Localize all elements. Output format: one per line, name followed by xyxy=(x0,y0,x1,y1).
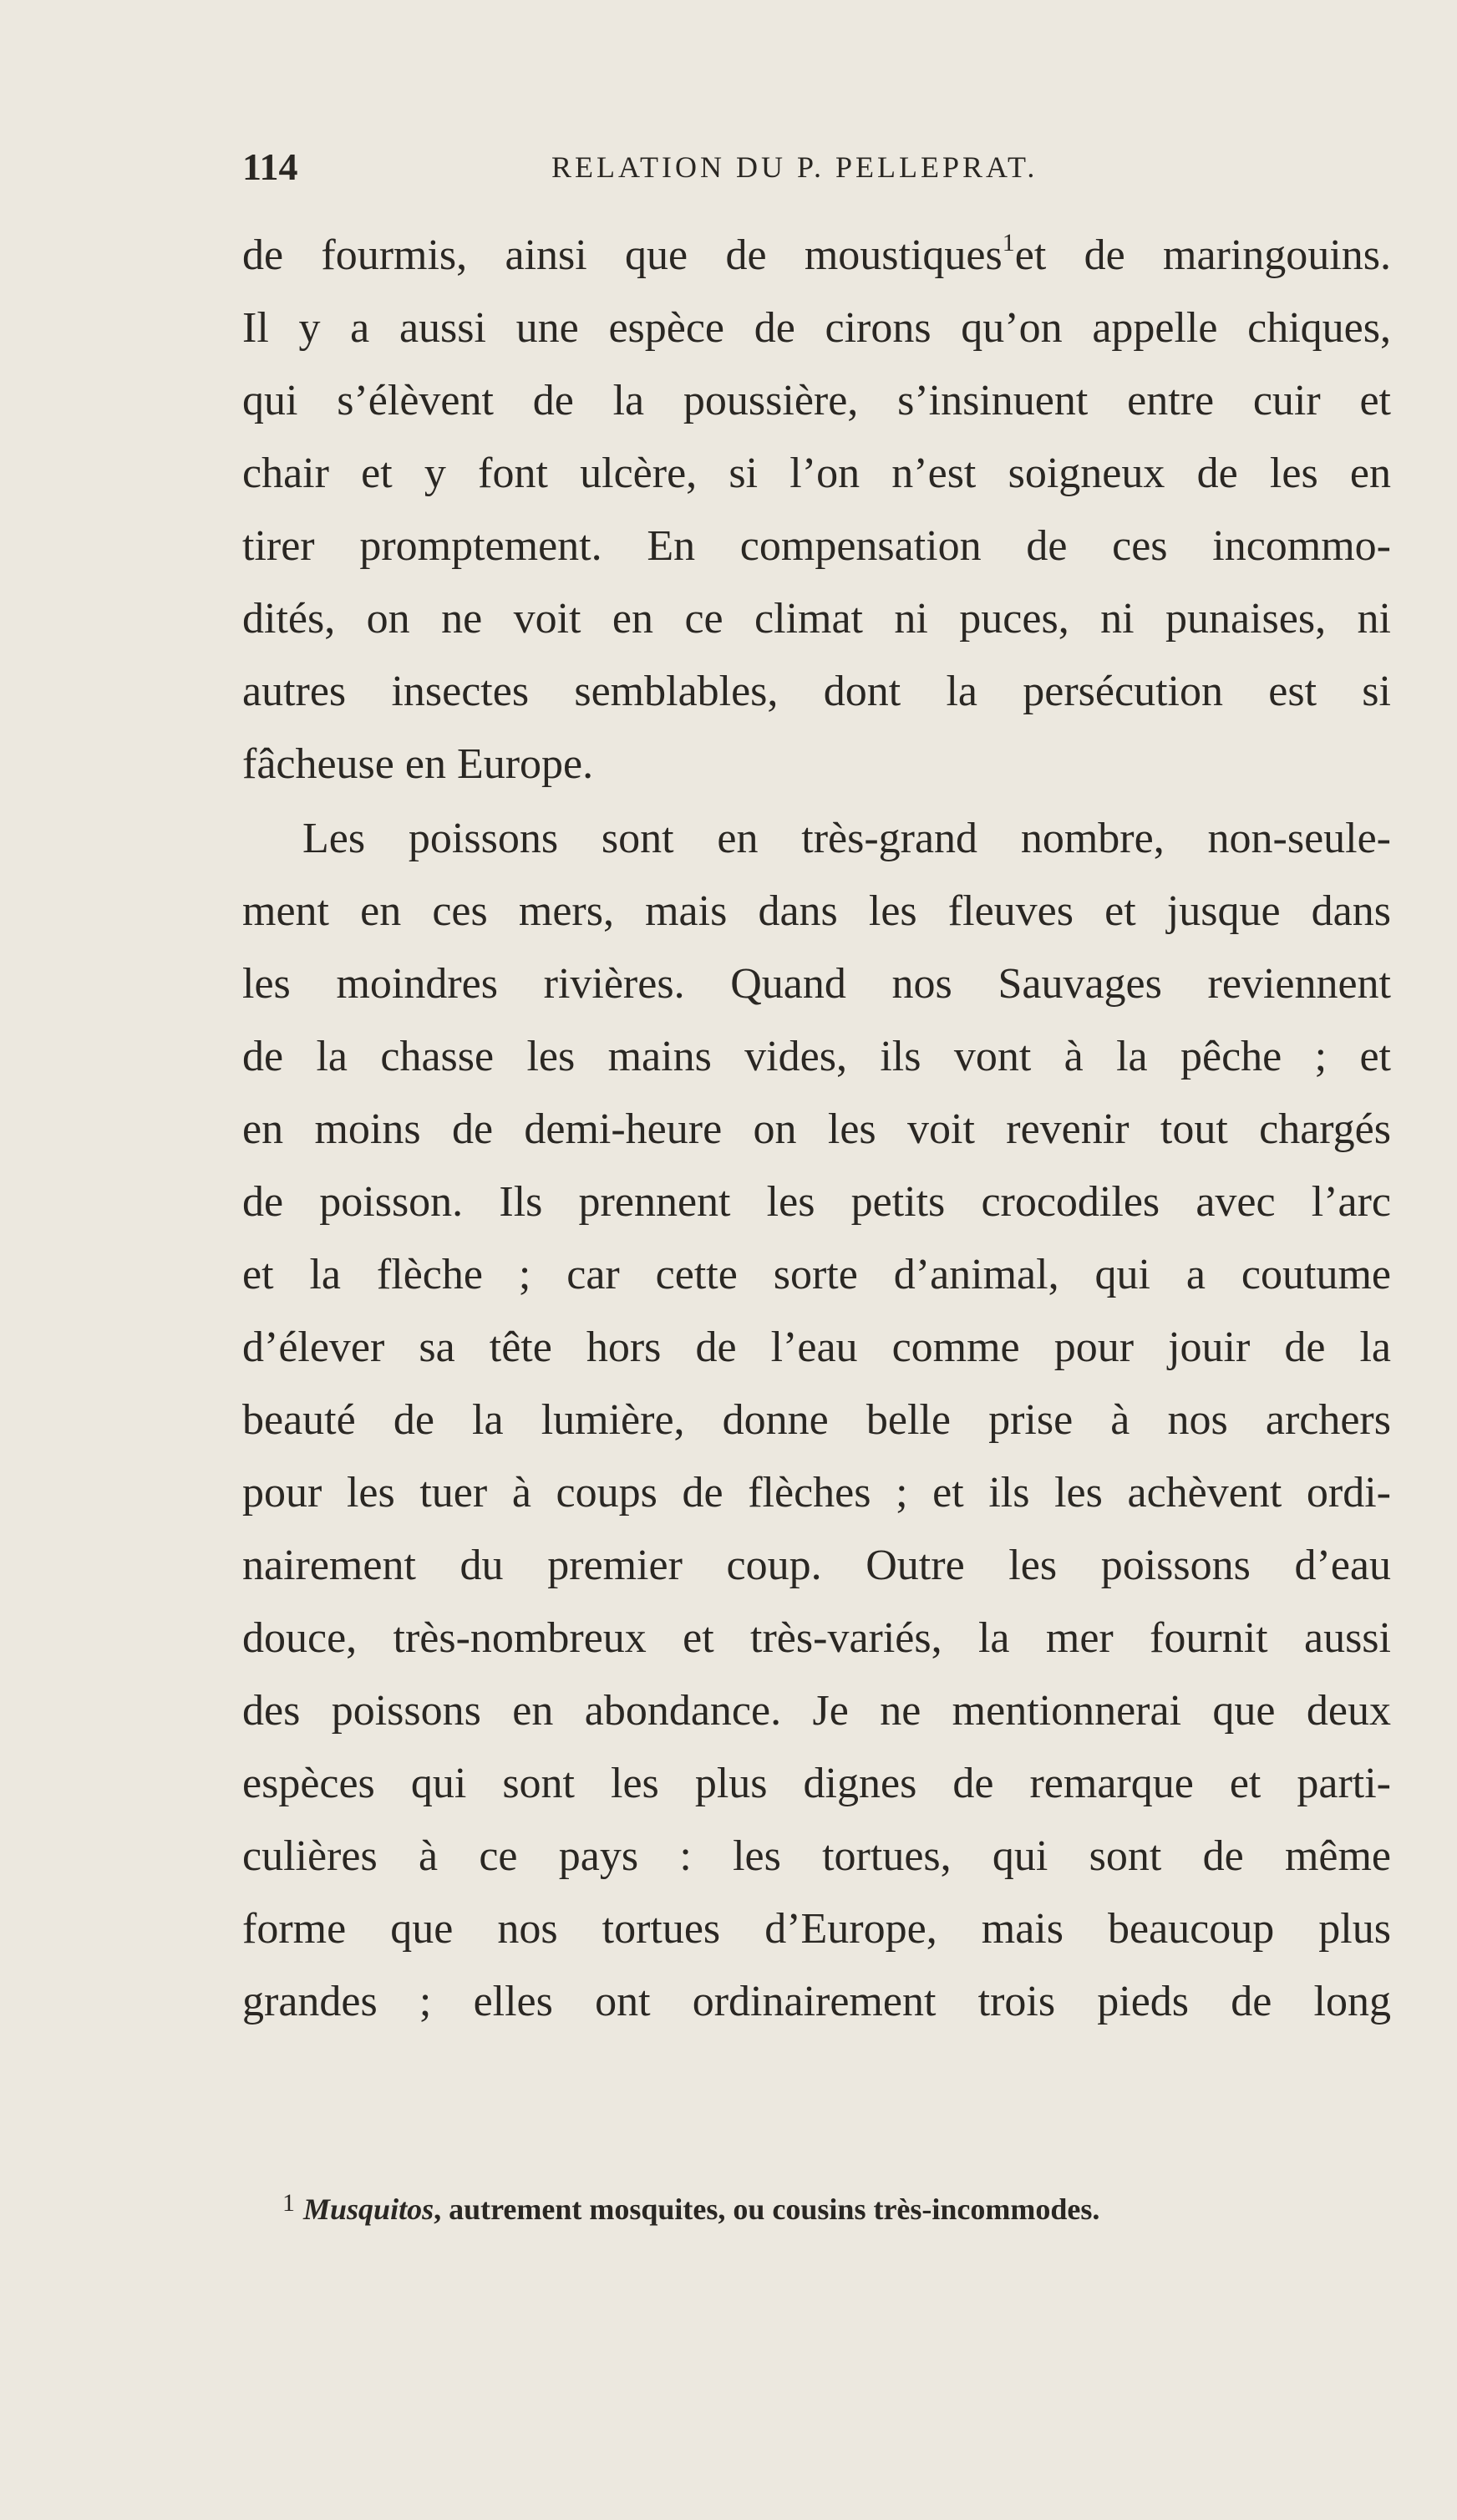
text-line: de la chasse les mains vides, ils vont à la pêche ; et xyxy=(242,1033,1391,1080)
footnote-text: , autrement mosquites, ou cousins très-incommodes. xyxy=(434,2192,1100,2226)
footnote-reference: 1 xyxy=(1002,229,1015,257)
text-line: qui s’élèvent de la poussière, s’insinuent entre cuir et xyxy=(242,377,1391,424)
text-line: dités, on ne voit en ce climat ni puces, ni punaises, ni xyxy=(242,595,1391,643)
text-line: pour les tuer à coups de flèches ; et ils les achèvent ordi- xyxy=(242,1469,1391,1517)
text-line: beauté de la lumière, donne belle prise à nos archers xyxy=(242,1396,1391,1444)
text-line: chair et y font ulcère, si l’on n’est soigneux de les en xyxy=(242,450,1391,497)
text-line: autres insectes semblables, dont la persécution est si xyxy=(242,668,1391,715)
text-line: de fourmis, ainsi que de moustiques$^1$et de maringouins. xyxy=(242,229,1391,279)
text-line: Les poissons sont en très-grand nombre, non-seule- xyxy=(302,815,1391,862)
text-line: ment en ces mers, mais dans les fleuves et jusque dans xyxy=(242,887,1391,935)
page-header xyxy=(242,142,1395,192)
text-line: fâcheuse en Europe. xyxy=(242,740,594,788)
text-line: en moins de demi-heure on les voit revenir tout chargés xyxy=(242,1105,1391,1153)
running-title: RELATION DU P. PELLEPRAT. xyxy=(551,150,1038,184)
text-line: Il y a aussi une espèce de cirons qu’on appelle chiques, xyxy=(242,304,1391,352)
text-line: de poisson. Ils prennent les petits crocodiles avec l’arc xyxy=(242,1178,1391,1226)
text-line: tirer promptement. En compensation de ces incommo- xyxy=(242,522,1391,570)
text-line: espèces qui sont les plus dignes de remarque et parti- xyxy=(242,1760,1391,1807)
page-number: 114 xyxy=(242,145,298,188)
text-line: forme que nos tortues d’Europe, mais beaucoup plus xyxy=(242,1905,1391,1953)
body-text xyxy=(242,219,1391,2038)
text-line: d’élever sa tête hors de l’eau comme pour jouir de la xyxy=(242,1324,1391,1371)
text-line: nairement du premier coup. Outre les poissons d’eau xyxy=(242,1542,1391,1589)
footnote xyxy=(282,2182,1394,2230)
text-line: grandes ; elles ont ordinairement trois pieds de long xyxy=(242,1978,1391,2025)
footnote-marker: 1 xyxy=(282,2189,295,2217)
text-line: des poissons en abondance. Je ne mentionnerai que deux xyxy=(242,1687,1391,1735)
footnote-term: Musquitos xyxy=(303,2192,434,2226)
text-line: culières à ce pays : les tortues, qui sont de même xyxy=(242,1832,1391,1880)
text-line: et la flèche ; car cette sorte d’animal, qui a coutume xyxy=(242,1251,1391,1298)
text-line: les moindres rivières. Quand nos Sauvages reviennent xyxy=(242,960,1391,1008)
text-line: douce, très-nombreux et très-variés, la mer fournit aussi xyxy=(242,1614,1391,1662)
